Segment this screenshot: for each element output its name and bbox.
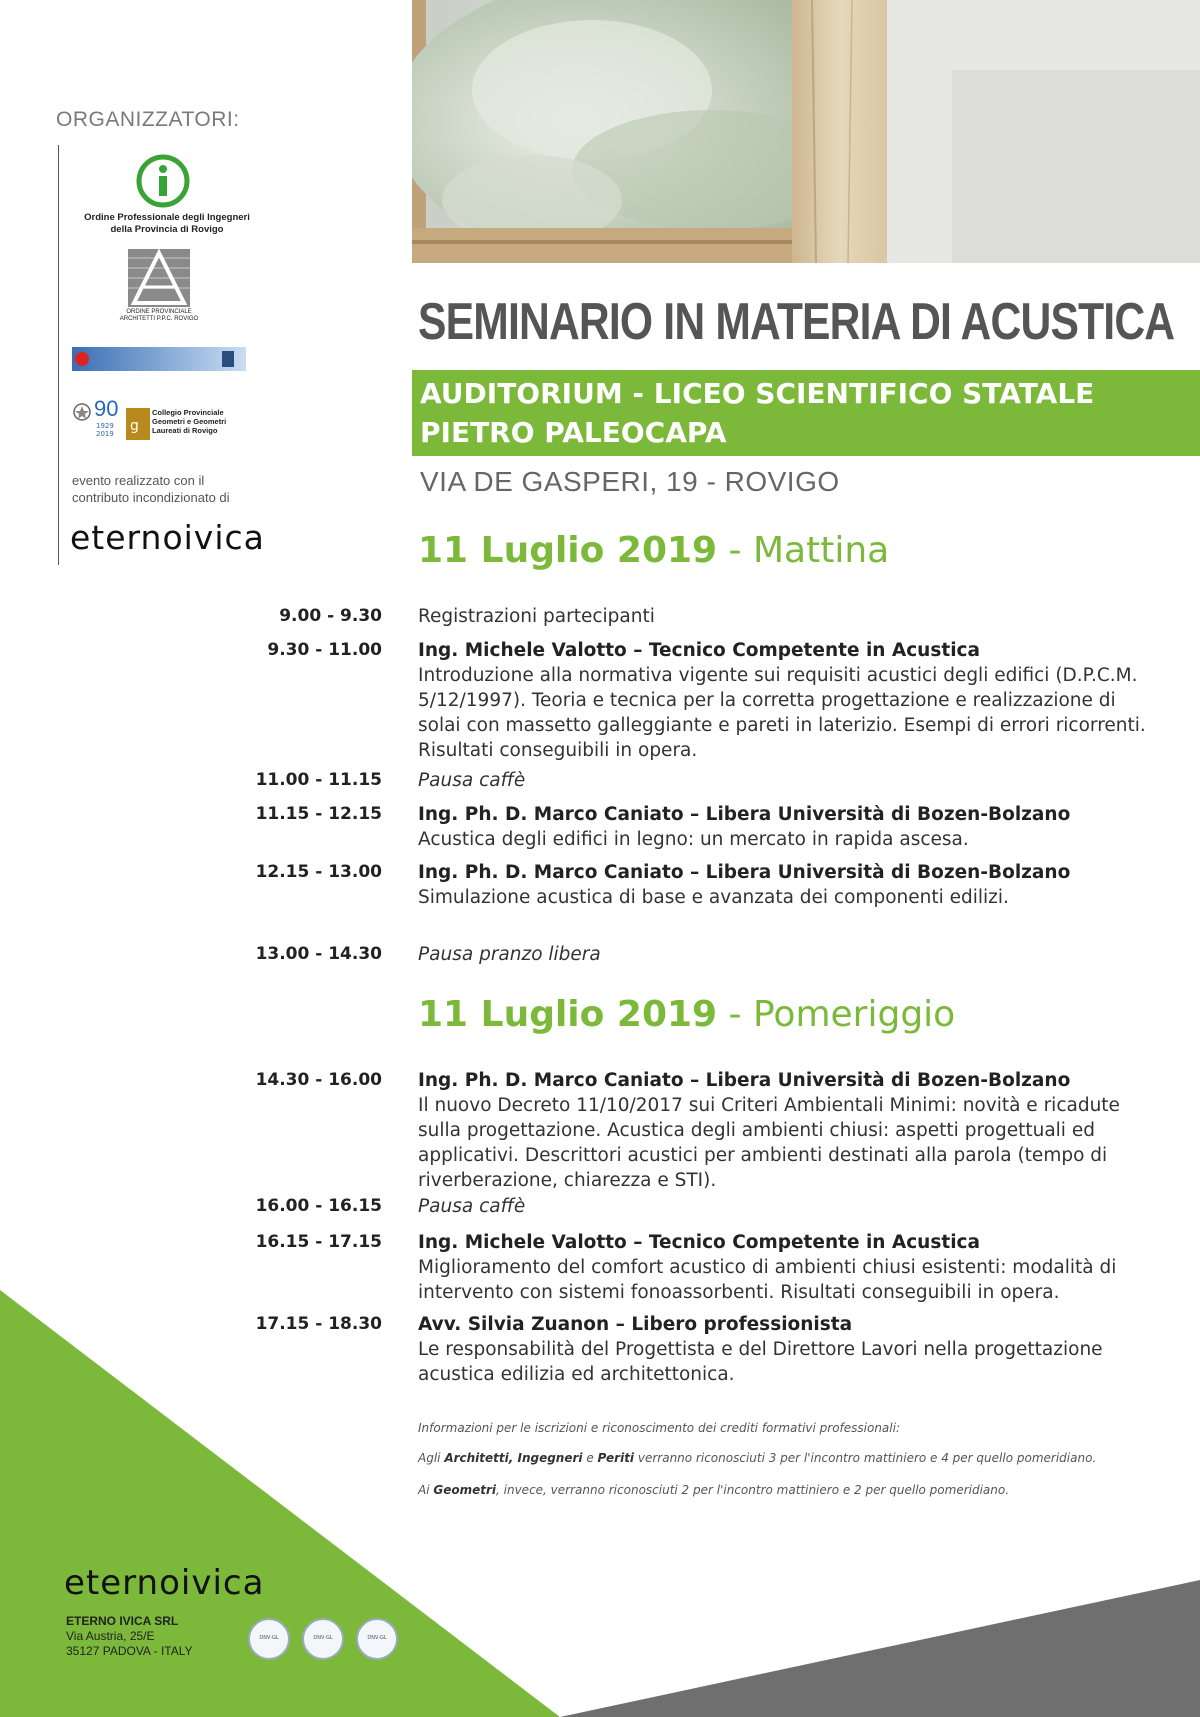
certification-badge-icon bbox=[302, 1618, 344, 1660]
venue-address: VIA DE GASPERI, 19 - ROVIGO bbox=[420, 466, 840, 497]
logo-periti bbox=[72, 347, 246, 371]
logo-geometri-text: Collegio Provinciale Geometri e Geometri Laureati di Rovigo bbox=[152, 408, 227, 435]
session-desc bbox=[418, 638, 1158, 763]
svg-text:g: g bbox=[130, 418, 139, 434]
session-desc bbox=[418, 1194, 1158, 1219]
sponsor-logo: eternoivica bbox=[70, 518, 265, 557]
sidebar-divider bbox=[58, 145, 59, 565]
day-date: 11 Luglio 2019 bbox=[418, 530, 718, 571]
day-date: 11 Luglio 2019 bbox=[418, 994, 718, 1035]
geometri-emblem-icon bbox=[126, 408, 150, 440]
session-speaker: Avv. Silvia Zuanon – Libero professionista bbox=[418, 1314, 853, 1335]
info-text: Ai bbox=[418, 1483, 434, 1497]
session-text: Introduzione alla normativa vigente sui requisiti acustici degli edifici (D.P.C.M. 5/12/1997). Teoria e tecnica per la corretta progettazione e realizzazione di solai con massetto galleggiante e pareti in laterizio. Esempi di errori ricorrenti. Risultati conseguibili in opera. bbox=[418, 665, 1146, 761]
session-break: Pausa caffè bbox=[418, 770, 526, 791]
info-heading: Informazioni per le iscrizioni e riconoscimento dei crediti formativi professionali: bbox=[418, 1421, 900, 1435]
ingegneri-emblem-icon bbox=[134, 154, 192, 208]
session-text: Acustica degli edifici in legno: un mercato in rapida ascesa. bbox=[418, 829, 969, 850]
session-time: 12.15 - 13.00 bbox=[255, 862, 382, 882]
session-speaker: Ing. Ph. D. Marco Caniato – Libera Università di Bozen-Bolzano bbox=[418, 1070, 1071, 1091]
architetti-emblem-icon bbox=[128, 249, 190, 307]
session-text: Registrazioni partecipanti bbox=[418, 606, 655, 627]
info-text: Agli bbox=[418, 1451, 445, 1465]
info-bold: Architetti, Ingegneri bbox=[444, 1451, 583, 1465]
day-part: Mattina bbox=[753, 530, 890, 571]
session-desc bbox=[418, 768, 1158, 793]
cert-label: DNV·GL bbox=[259, 1635, 279, 1641]
certification-badge-icon bbox=[248, 1618, 290, 1660]
header-photo bbox=[412, 0, 1200, 263]
company-city: 35127 PADOVA - ITALY bbox=[66, 1644, 193, 1658]
session-time: 11.00 - 11.15 bbox=[255, 770, 382, 790]
session-desc bbox=[418, 1068, 1158, 1193]
company-address bbox=[66, 1614, 193, 1659]
session-time: 9.00 - 9.30 bbox=[279, 606, 382, 626]
session-break: Pausa pranzo libera bbox=[418, 944, 601, 965]
info-line-2 bbox=[418, 1483, 1009, 1497]
cert-label: DNV·GL bbox=[367, 1635, 387, 1641]
day-heading-afternoon: 11 Luglio 2019 - Pomeriggio bbox=[418, 994, 956, 1035]
day-heading-morning: 11 Luglio 2019 - Mattina bbox=[418, 530, 890, 571]
info-bold: Geometri bbox=[433, 1483, 497, 1497]
session-time: 14.30 - 16.00 bbox=[255, 1070, 382, 1090]
certification-badge-icon bbox=[356, 1618, 398, 1660]
session-text: Miglioramento del comfort acustico di ambienti chiusi esistenti: modalità di intervento con sistemi fonoassorbenti. Risultati conseguibili in opera. bbox=[418, 1257, 1117, 1303]
company-street: Via Austria, 25/E bbox=[66, 1629, 155, 1643]
session-time: 17.15 - 18.30 bbox=[255, 1314, 382, 1334]
session-time: 11.15 - 12.15 bbox=[255, 804, 382, 824]
support-text: evento realizzato con il contributo incondizionato di bbox=[72, 473, 230, 505]
periti-banner-icon bbox=[72, 347, 246, 371]
session-text: Le responsabilità del Progettista e del Direttore Lavori nella progettazione acustica edilizia ed architettonica. bbox=[418, 1339, 1103, 1385]
venue-line-2: PIETRO PALEOCAPA bbox=[420, 416, 727, 449]
session-speaker: Ing. Ph. D. Marco Caniato – Libera Università di Bozen-Bolzano bbox=[418, 862, 1071, 883]
logo-ingegneri-text: Ordine Professionale degli Ingegneri della Provincia di Rovigo bbox=[84, 212, 250, 235]
cert-label: DNV·GL bbox=[313, 1635, 333, 1641]
logo-architetti-text: ORDINE PROVINCIALE ARCHITETTI P.P.C. ROVIGO bbox=[119, 309, 199, 322]
venue-text bbox=[420, 374, 1094, 452]
session-desc bbox=[418, 860, 1158, 910]
logo-architetti bbox=[119, 249, 199, 322]
session-time: 16.15 - 17.15 bbox=[255, 1232, 382, 1252]
session-speaker: Ing. Michele Valotto – Tecnico Competente in Acustica bbox=[418, 640, 981, 661]
session-text: Il nuovo Decreto 11/10/2017 sui Criteri Ambientali Minimi: novità e ricadute sulla progettazione. Acustica degli ambienti chiusi: aspetti progettuali ed applicativi. Descrittori acustici per ambienti destinati alla parola (tempo di riverberazione, chiarezza e STI). bbox=[418, 1095, 1120, 1191]
day-part: Pomeriggio bbox=[753, 994, 956, 1035]
session-desc bbox=[418, 604, 1158, 629]
session-text: Simulazione acustica di base e avanzata dei componenti edilizi. bbox=[418, 887, 1009, 908]
cert-badges bbox=[248, 1618, 398, 1662]
session-break: Pausa caffè bbox=[418, 1196, 526, 1217]
session-time: 13.00 - 14.30 bbox=[255, 944, 382, 964]
geometri-span: 1929 2019 bbox=[96, 422, 114, 438]
republic-emblem-icon bbox=[72, 400, 92, 426]
info-text: , invece, verranno riconosciuti 2 per l'incontro mattiniero e 2 per quello pomeridiano. bbox=[496, 1483, 1010, 1497]
session-desc bbox=[418, 942, 1158, 967]
info-text: e bbox=[582, 1451, 598, 1465]
logo-ingegneri bbox=[72, 154, 262, 234]
session-time: 9.30 - 11.00 bbox=[267, 640, 382, 660]
logo-geometri bbox=[72, 396, 252, 444]
company-name: ETERNO IVICA SRL bbox=[66, 1614, 179, 1628]
venue-line-1: AUDITORIUM - LICEO SCIENTIFICO STATALE bbox=[420, 377, 1095, 410]
page-title: SEMINARIO IN MATERIA DI ACUSTICA bbox=[418, 293, 1175, 351]
session-desc bbox=[418, 802, 1158, 852]
info-text: verranno riconosciuti 3 per l'incontro mattiniero e 4 per quello pomeridiano. bbox=[634, 1451, 1097, 1465]
session-time: 16.00 - 16.15 bbox=[255, 1196, 382, 1216]
session-desc bbox=[418, 1312, 1158, 1387]
session-speaker: Ing. Ph. D. Marco Caniato – Libera Università di Bozen-Bolzano bbox=[418, 804, 1071, 825]
info-line-1 bbox=[418, 1451, 1096, 1465]
session-speaker: Ing. Michele Valotto – Tecnico Competente in Acustica bbox=[418, 1232, 981, 1253]
info-bold: Periti bbox=[597, 1451, 635, 1465]
organizers-label: ORGANIZZATORI: bbox=[56, 108, 240, 131]
geometri-years: 90 bbox=[94, 396, 119, 421]
footer-logo: eternoivica bbox=[64, 1563, 265, 1603]
